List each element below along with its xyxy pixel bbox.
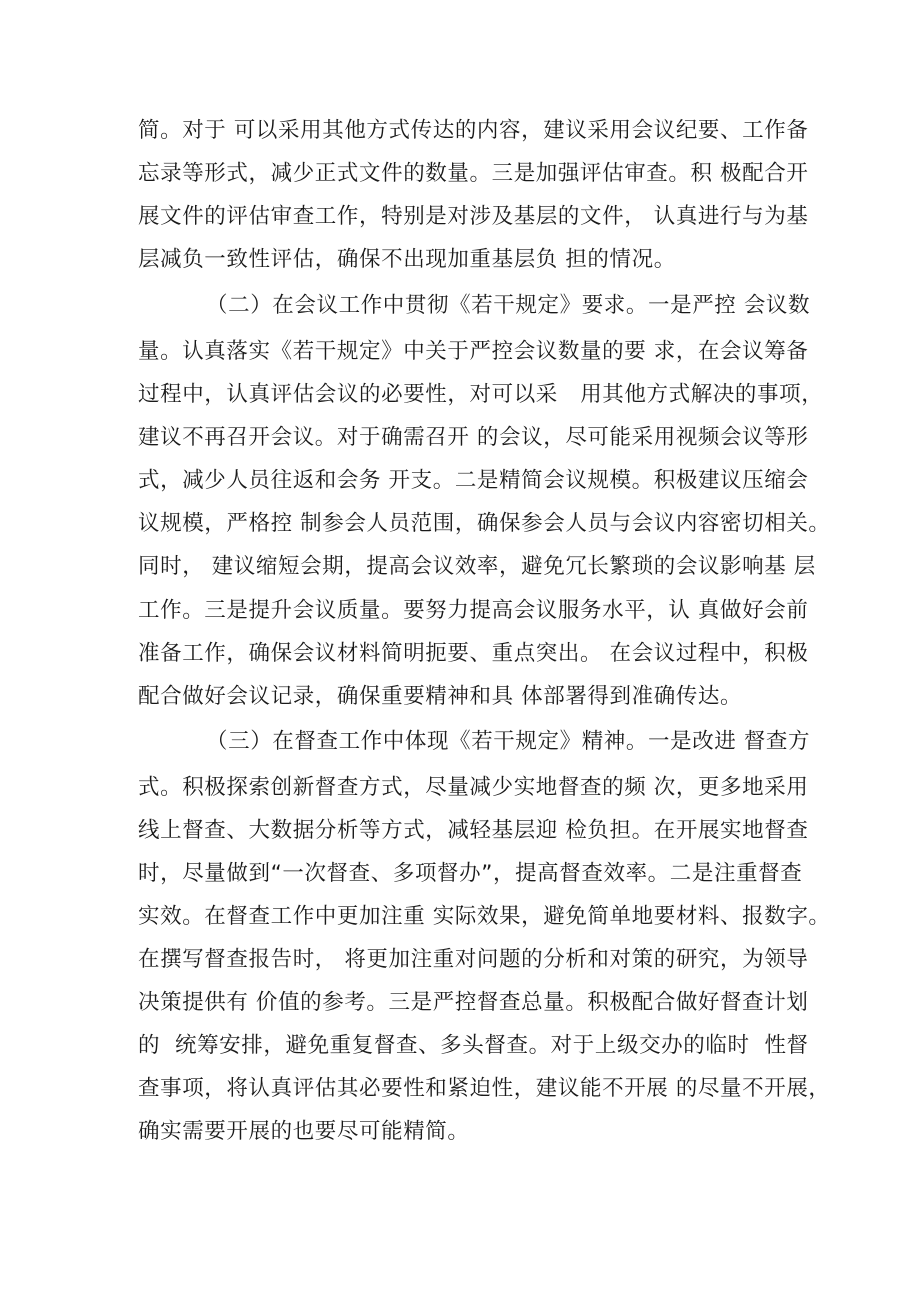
text-line: 议规模，严格控 制参会人员范围，确保参会人员与会议内容密切相关。 [138, 511, 831, 536]
section-heading-line: （二）在会议工作中贯彻《若干规定》要求。一是严控 会议数 [206, 293, 811, 318]
text-line: 忘录等形式，减少正式文件的数量。三是加强评估审查。积 极配合开 [138, 161, 809, 186]
text-line: 工作。三是提升会议质量。要努力提高会议服务水平，认 真做好会前 [138, 598, 809, 623]
text-line: 层减负一致性评估，确保不出现加重基层负 担的情况。 [138, 247, 676, 272]
text-line: 简。对于 可以采用其他方式传达的内容，建议采用会议纪要、工作备 [138, 118, 809, 143]
text-line: 配合做好会议记录，确保重要精神和具 体部署得到准确传达。 [138, 684, 743, 709]
section-heading-line: （三）在督查工作中体现《若干规定》精神。一是改进 督查方 [206, 729, 811, 754]
text-line: 量。认真落实《若干规定》中关于严控会议数量的要 求，在会议筹备 [138, 339, 809, 364]
text-line: 展文件的评估审查工作，特别是对涉及基层的文件， 认真进行与为基 [138, 204, 809, 229]
text-line: 同时， 建议缩短会期，提高会议效率，避免冗长繁琐的会议影响基 层 [138, 554, 816, 579]
text-line: 决策提供有 价值的参考。三是严控督查总量。积极配合做好督查计划 [138, 990, 809, 1015]
text-line: 准备工作，确保会议材料简明扼要、重点突出。 在会议过程中，积极 [138, 641, 809, 666]
text-line: 的 统筹安排，避免重复督查、多头督查。对于上级交办的临时 性督 [138, 1033, 809, 1058]
text-line: 式，减少人员往返和会务 开支。二是精简会议规模。积极建议压缩会 [138, 468, 809, 493]
text-line: 确实需要开展的也要尽可能精简。 [138, 1119, 470, 1144]
text-line: 线上督查、大数据分析等方式，减轻基层迎 检负担。在开展实地督查 [138, 818, 809, 843]
text-line: 时，尽量做到“一次督查、多项督办”，提高督查效率。二是注重督查 [138, 861, 803, 886]
text-line: 式。积极探索创新督查方式，尽量减少实地督查的频 次，更多地采用 [138, 775, 809, 800]
text-line: 实效。在督查工作中更加注重 实际效果，避免简单地要材料、报数字。 [138, 904, 831, 929]
text-line: 查事项，将认真评估其必要性和紧迫性，建议能不开展 的尽量不开展， [138, 1076, 831, 1101]
text-line: 过程中，认真评估会议的必要性，对可以采 用其他方式解决的事项， [138, 382, 824, 407]
text-line: 在撰写督查报告时， 将更加注重对问题的分析和对策的研究，为领导 [138, 947, 809, 972]
text-line: 建议不再召开会议。对于确需召开 的会议，尽可能采用视频会议等形 [138, 425, 809, 450]
